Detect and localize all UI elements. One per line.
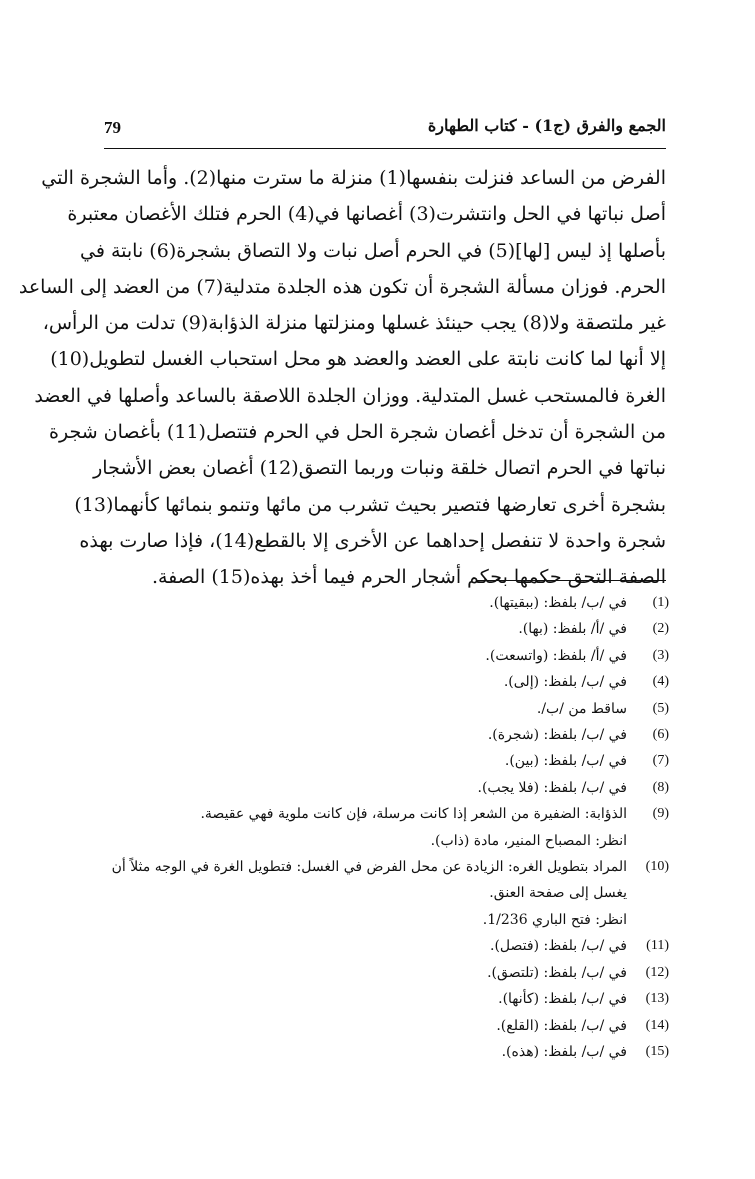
footnote-text: في /ب/ بلفظ: (كأنها). — [498, 991, 627, 1008]
running-title: الجمع والفرق (ج1) - كتاب الطهارة — [427, 116, 666, 135]
text-line: شجرة واحدة لا تنفصل إحداهما عن الأخرى إلا بالقطع(14)، فإذا صارت بهذه — [79, 529, 666, 552]
text-line: الصفة التحق حكمها بحكم أشجار الحرم فيما أخذ بهذه(15) الصفة. — [151, 566, 666, 589]
footnote-text: ساقط من /ب/. — [536, 700, 627, 717]
footnote — [104, 1013, 669, 1039]
text-line: بشجرة أخرى تعارضها فتصير بحيث تشرب من مائها وتنمو بنمائها كأنهما(13) — [74, 493, 666, 516]
footnote — [104, 643, 669, 669]
header-divider — [104, 148, 666, 149]
footnote-number: (6) — [652, 727, 669, 743]
footnote — [104, 986, 669, 1012]
text-line: الفرض من الساعد فنزلت بنفسها(1) منزلة ما سترت منها(2). وأما الشجرة التي — [41, 167, 666, 189]
footnote — [104, 748, 669, 774]
footnote-number: (13) — [645, 991, 669, 1007]
footnote — [104, 669, 669, 695]
footnote-text: في /ب/ بلفظ: (بين). — [504, 753, 627, 770]
page-number: 79 — [104, 118, 121, 137]
footnote-number: (14) — [645, 1017, 669, 1033]
footnote-text: يغسل إلى صفحة العنق. — [489, 885, 627, 902]
footnote-number: (10) — [645, 859, 669, 875]
footnotes — [104, 590, 669, 1065]
footnote-text: انظر: المصباح المنير، مادة (ذاب). — [430, 832, 627, 849]
main-text — [18, 160, 666, 596]
text-line: من الشجرة أن تدخل أغصان شجرة الحل في الحرم فتتصل(11) بأغصان شجرة — [49, 421, 666, 444]
text-line: الغرة فالمستحب غسل المتدلية. ووزان الجلدة اللاصقة بالساعد وأصلها في العضد — [34, 384, 666, 407]
footnote-text: الذؤابة: الضفيرة من الشعر إذا كانت مرسلة، فإن كانت ملوية فهي عقيصة. — [200, 806, 627, 823]
text-line: الحرم. فوزان مسألة الشجرة أن تكون هذه الجلدة متدلية(7) من العضد إلى الساعد — [18, 275, 666, 298]
footnote-number: (11) — [646, 938, 669, 954]
footnote — [104, 854, 669, 933]
footnote-text: في /ب/ بلفظ: (هذه). — [501, 1043, 627, 1060]
footnote-text: في /ب/ بلفظ: (شجرة). — [487, 727, 627, 744]
footnote-text: في /ب/ بلفظ: (فلا يجب). — [477, 779, 627, 796]
footnote — [104, 696, 669, 722]
footnote-number: (7) — [652, 753, 669, 769]
footnote-number: (2) — [652, 621, 669, 637]
footnote-number: (5) — [652, 700, 669, 716]
footnote-text: في /أ/ بلفظ: (واتسعت). — [485, 647, 627, 664]
footnote-text: في /أ/ بلفظ: (بها). — [518, 621, 627, 638]
footnote — [104, 722, 669, 748]
footnote-text: في /ب/ بلفظ: (تلتصق). — [487, 964, 627, 981]
footnote — [104, 775, 669, 801]
footnote-number: (3) — [652, 647, 669, 663]
footnote — [104, 616, 669, 642]
footnote — [104, 1039, 669, 1065]
footnote-divider — [476, 580, 666, 581]
footnote-text: في /ب/ بلفظ: (فتصل). — [490, 938, 627, 955]
footnote — [104, 801, 669, 854]
footnote-text: المراد بتطويل الغره: الزيادة عن محل الفرض في الغسل: فتطويل الغرة في الوجه مثلاً أن — [111, 859, 627, 876]
text-line: أصل نباتها في الحل وانتشرت(3) أغصانها في(4) الحرم فتلك الأغصان معتبرة — [67, 203, 666, 226]
page-header — [104, 116, 666, 146]
text-line: نباتها في الحرم اتصال خلقة ونبات وربما التصق(12) أغصان بعض الأشجار — [93, 457, 666, 480]
footnote-number: (9) — [652, 806, 669, 822]
footnote-text: انظر: فتح الباري 1/236. — [482, 911, 627, 928]
footnote — [104, 933, 669, 959]
text-line: إلا أنها لما كانت نابتة على العضد والعضد هو محل استحباب الغسل لتطويل(10) — [50, 348, 666, 371]
text-line: غير ملتصقة ولا(8) يجب حينئذ غسلها ومنزلتها منزلة الذؤابة(9) تدلت من الرأس، — [42, 312, 666, 335]
footnote — [104, 590, 669, 616]
footnote-number: (4) — [652, 674, 669, 690]
footnote-text: في /ب/ بلفظ: (ببقيتها). — [489, 595, 627, 611]
footnote-number: (15) — [645, 1043, 669, 1059]
footnote-number: (1) — [652, 595, 669, 610]
footnote — [104, 960, 669, 986]
footnote-number: (8) — [652, 779, 669, 795]
footnote-text: في /ب/ بلفظ: (القلع). — [496, 1017, 627, 1034]
text-line: بأصلها إذ ليس [لها](5) في الحرم أصل نبات ولا التصاق بشجرة(6) نابتة في — [80, 239, 666, 262]
footnote-text: في /ب/ بلفظ: (إلى). — [503, 674, 627, 691]
footnote-number: (12) — [645, 964, 669, 980]
